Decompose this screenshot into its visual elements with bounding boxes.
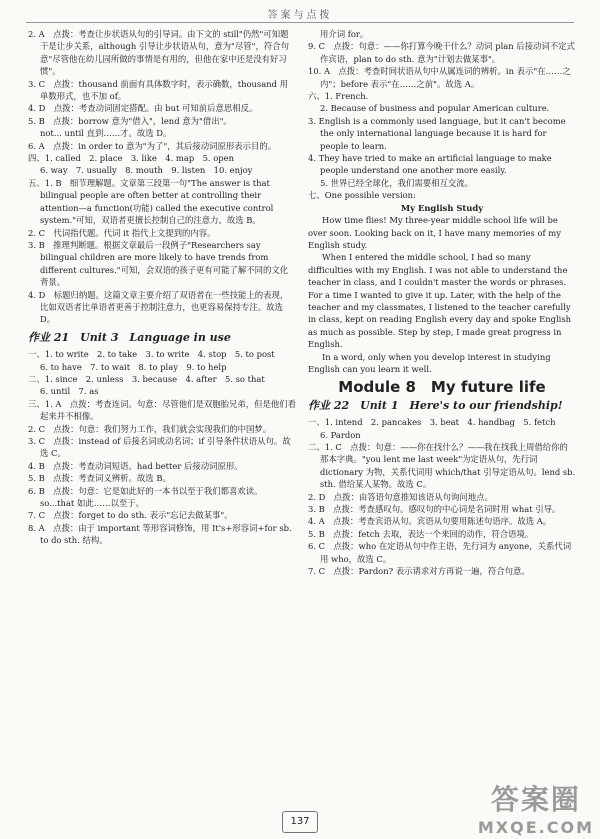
answer-item: 三、1. A 点拨：考查连词。句意：尽管他们是双胞胎兄弟，但是他们看起来并不相像。 <box>28 398 296 422</box>
answer-item: 4. D 点拨：考查动词固定搭配。由 but 可知前后意思相反。 <box>28 103 258 114</box>
answer-item: 2. C 代词指代题。代词 it 指代上文提到的内容。 <box>28 227 216 238</box>
answer-item: 2. Because of business and popular American culture. <box>320 103 550 114</box>
answer-item: 一、1. to write 2. to take 3. to write 4. stop 5. to post <box>28 349 275 360</box>
right-column <box>308 28 576 577</box>
answer-item: 3. B 点拨：考查感叹句。感叹句的中心词是名词时用 what 引导。 <box>308 504 561 515</box>
answer-item: 6. C 点拨：who 在定语从句中作主语，先行词为 anyone，关系代词用 who，故选 C。 <box>308 541 572 564</box>
answer-item: 6. until 7. as <box>40 386 99 397</box>
answer-item: 二、1. since 2. unless 3. because 4. after 5. so that <box>28 373 265 384</box>
answer-item: 3. English is a commonly used language, but it can't become the only international language because it is hard for people to learn. <box>308 115 566 151</box>
answer-item: 二、1. C 点拨：句意：——你在找什么？——我在找我上周借给你的那本字典。"you lent me last week"为定语从句，先行词 dictionary 为物，关系代词用 which/that 引导定语从句。lend sb. sth. 借给某人某物。故选 C。 <box>308 442 576 490</box>
essay-paragraph: In a word, only when you develop interest in studying English can you learn it well. <box>308 351 551 374</box>
answer-item: 10. A 点拨：考查时间状语从句中从属连词的辨析。in 表示"在……之内"；before 表示"在……之前"。故选 A。 <box>308 66 571 89</box>
answer-item: 4. They have tried to make an artificial language to make people understand one another more easily. <box>308 153 552 176</box>
answer-item: 5. 世界已经全球化，我们需要相互交流。 <box>320 177 474 188</box>
essay-title: My English Study <box>400 202 484 213</box>
homework-22-title: 作业 22 Unit 1 Here's to our friendship! <box>308 398 563 412</box>
answer-item: 2. D 点拨：由答语句意推知该语从句询问地点。 <box>308 491 493 502</box>
answer-item: 5. B 点拨：考查词义辨析。故选 B。 <box>28 473 171 484</box>
watermark-url: MXQE.COM <box>477 818 594 837</box>
answer-item: 六、1. French. <box>308 91 369 102</box>
essay-paragraph: When I entered the middle school, I had so many difficulties with my English. I was not able to understand the teacher in class, and I couldn't master the words or phrases. For a time I wanted to give it up. Later, with the help of the teacher and my classmates, I listened to the teacher carefully in class, kept on reading English every day and spoke English as much as possible. Step by step, I made great progress in English. <box>308 252 572 350</box>
essay-paragraph: How time flies! My three-year middle school life will be over soon. Looking back on it, I have many memories of my English study. <box>308 215 561 250</box>
answer-item: 四、1. called 2. place 3. like 4. map 5. open <box>28 153 234 164</box>
answer-item: 5. B 点拨：fetch 去取，表达一个来回的动作，符合语境。 <box>308 528 534 539</box>
answer-item: 5. B 点拨：borrow 意为"借入"，lend 意为"借出"。 <box>28 115 232 126</box>
watermark-logo <box>478 778 594 837</box>
answer-item: 一、1. intend 2. pancakes 3. beat 4. handbag 5. fetch <box>308 417 556 428</box>
page-header: 答案与点拨 <box>267 10 333 21</box>
answer-item: 9. C 点拨：句意：——你打算今晚干什么？动词 plan 后接动词不定式作宾语，plan to do sth. 意为"计划去做某事"。 <box>308 41 575 64</box>
answer-item: 4. B 点拨：考查动词短语。had better 后接动词原形。 <box>28 460 243 471</box>
answer-item: 七、One possible version: <box>308 190 416 201</box>
answer-item: 6. B 点拨：句意：它是如此好的一本书以至于我们都喜欢读。so...that 如此……以至于。 <box>28 485 263 509</box>
answer-item: 6. way 7. usually 8. mouth 9. listen 10. enjoy <box>40 165 253 176</box>
answer-item: 6. A 点拨：in order to 意为"为了"，其后接动词原形表示目的。 <box>28 140 277 151</box>
answer-item: 五、1. B 细节理解题。文章第三段第一句"The answer is that bilingual people are often better at controlling their attention—a function(功能) called the executive control system."可知，双语者更擅长控制自己的注意力。故选 B。 <box>28 177 274 226</box>
left-column <box>28 28 296 547</box>
answer-item: 4. D 标题归纳题。这篇文章主要介绍了双语者在一些技能上的表现，比如双语者比单语者更善于控制注意力，也更容易保持专注。故选 D。 <box>28 289 289 325</box>
answer-item: 6. Pardon <box>320 429 361 440</box>
header-divider <box>26 22 574 23</box>
module-title: Module 8 My future life <box>338 378 546 397</box>
answer-item: 用介词 for。 <box>320 29 369 39</box>
answer-item: 3. C 点拨：instead of 后接名词或动名词；if 引导条件状语从句。故选 C。 <box>28 436 291 459</box>
answer-item: 7. C 点拨：Pardon? 表示请求对方再说一遍，符合句意。 <box>308 566 530 577</box>
answer-item: 6. to have 7. to wait 8. to play 9. to help <box>40 361 227 372</box>
answer-item: 2. C 点拨：句意：我们努力工作，我们就会实现我们的中国梦。 <box>28 423 272 434</box>
homework-21-title: 作业 21 Unit 3 Language in use <box>28 330 231 344</box>
answer-item: not... until 直到……才。故选 D。 <box>40 128 172 139</box>
answer-item: 7. C 点拨：forget to do sth. 表示"忘记去做某事"。 <box>28 510 233 521</box>
page-number: 137 <box>282 811 318 833</box>
answer-item: 8. A 点拨：由于 important 等形容词修饰，用 It's+形容词+for sb. to do sth. 结构。 <box>28 522 292 546</box>
watermark-text: 答案圈 <box>490 783 581 816</box>
answer-item: 4. A 点拨：考查宾语从句。宾语从句要用陈述句语序。故选 A。 <box>308 516 552 527</box>
answer-item: 2. A 点拨：考查让步状语从句的引导词。由下文的 still"仍然"可知题干是让步关系，although 引导让步状语从句，意为"尽管"，符合句意"尽管他在幼儿园所做的事情是有用的，但他在家中还是没有好习惯"。 <box>28 29 289 77</box>
answer-item: 3. B 推理判断题。根据文章最后一段例子"Researchers say bilingual children are more likely to have trends from different cultures."可知，会双语的孩子更有可能了解不同的文化背景。 <box>28 239 289 288</box>
answer-item: 3. C 点拨：thousand 前面有具体数字时，表示确数，thousand 用单数形式，也不加 of。 <box>28 78 288 102</box>
